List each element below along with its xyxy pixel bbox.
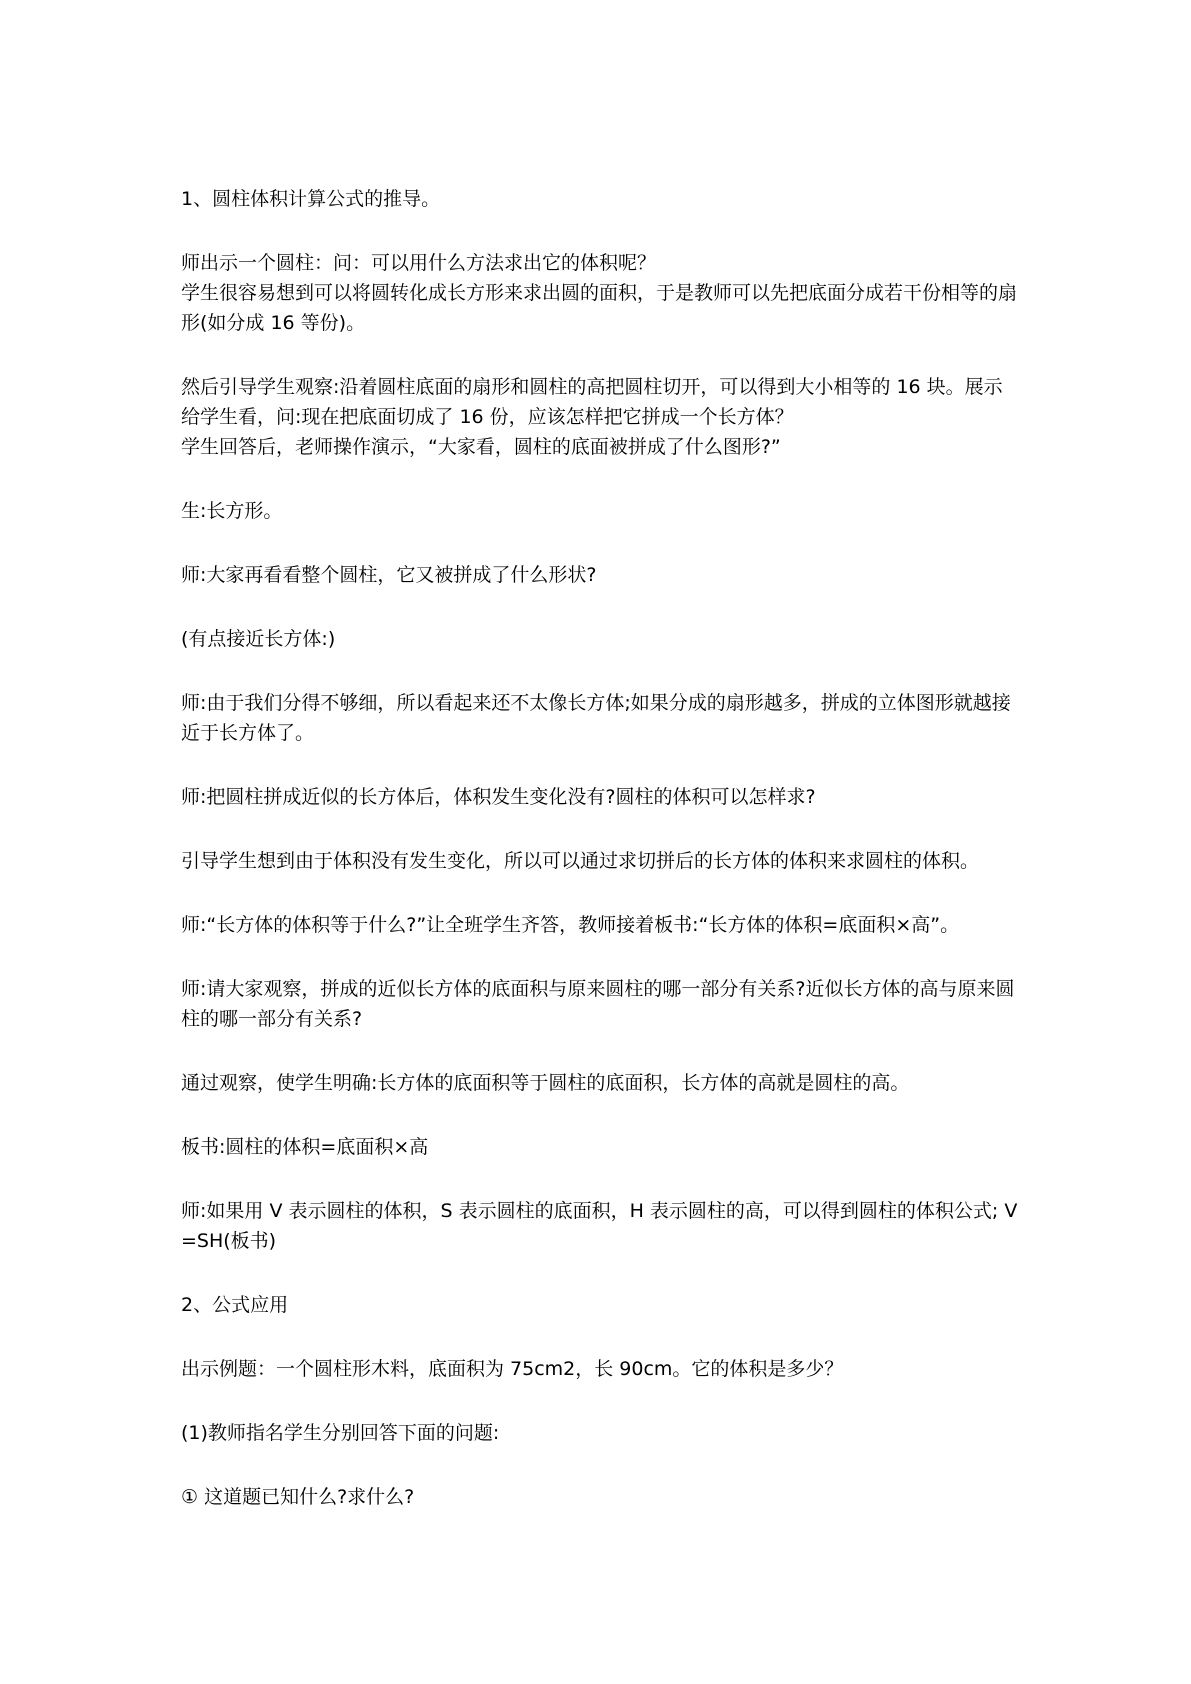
paragraph: 师:“长方体的体积等于什么?”让全班学生齐答，教师接着板书:“长方体的体积=底面积×高”。 <box>181 914 960 936</box>
paragraph: 师:请大家观察，拼成的近似长方体的底面积与原来圆柱的哪一部分有关系?近似长方体的高与原来圆柱的哪一部分有关系? <box>181 978 1015 1030</box>
paragraph: 师:大家再看看整个圆柱，它又被拼成了什么形状? <box>181 564 597 586</box>
document-body <box>181 184 1021 1512</box>
section-heading-1: 1、圆柱体积计算公式的推导。 <box>181 188 441 210</box>
paragraph: 师出示一个圆柱：问：可以用什么方法求出它的体积呢？ <box>181 252 657 274</box>
paragraph: 学生回答后，老师操作演示，“大家看，圆柱的底面被拼成了什么图形?” <box>181 436 781 458</box>
paragraph: 师:由于我们分得不够细，所以看起来还不太像长方体;如果分成的扇形越多，拼成的立体图形就越接近于长方体了。 <box>181 692 1011 744</box>
paragraph: 板书:圆柱的体积=底面积×高 <box>181 1136 429 1158</box>
paragraph: ① 这道题已知什么?求什么? <box>181 1486 415 1508</box>
section-heading-2: 2、公式应用 <box>181 1294 289 1316</box>
paragraph: (有点接近长方体:) <box>181 628 336 650</box>
paragraph: 引导学生想到由于体积没有发生变化，所以可以通过求切拼后的长方体的体积来求圆柱的体积。 <box>181 850 980 872</box>
paragraph: 生:长方形。 <box>181 500 283 522</box>
paragraph: 然后引导学生观察:沿着圆柱底面的扇形和圆柱的高把圆柱切开，可以得到大小相等的 16 块。展示给学生看，问:现在把底面切成了 16 份，应该怎样把它拼成一个长方体？ <box>181 376 1003 428</box>
paragraph: 学生很容易想到可以将圆转化成长方形来求出圆的面积，于是教师可以先把底面分成若干份相等的扇形(如分成 16 等份)。 <box>181 282 1018 334</box>
paragraph: 师:把圆柱拼成近似的长方体后，体积发生变化没有?圆柱的体积可以怎样求? <box>181 786 816 808</box>
paragraph: 师:如果用 V 表示圆柱的体积，S 表示圆柱的底面积，H 表示圆柱的高，可以得到圆柱的体积公式; V=SH(板书) <box>181 1200 1018 1252</box>
paragraph: 出示例题：一个圆柱形木料，底面积为 75cm2，长 90cm。它的体积是多少？ <box>181 1358 844 1380</box>
paragraph: (1)教师指名学生分别回答下面的问题: <box>181 1422 500 1444</box>
paragraph: 通过观察，使学生明确:长方体的底面积等于圆柱的底面积，长方体的高就是圆柱的高。 <box>181 1072 910 1094</box>
